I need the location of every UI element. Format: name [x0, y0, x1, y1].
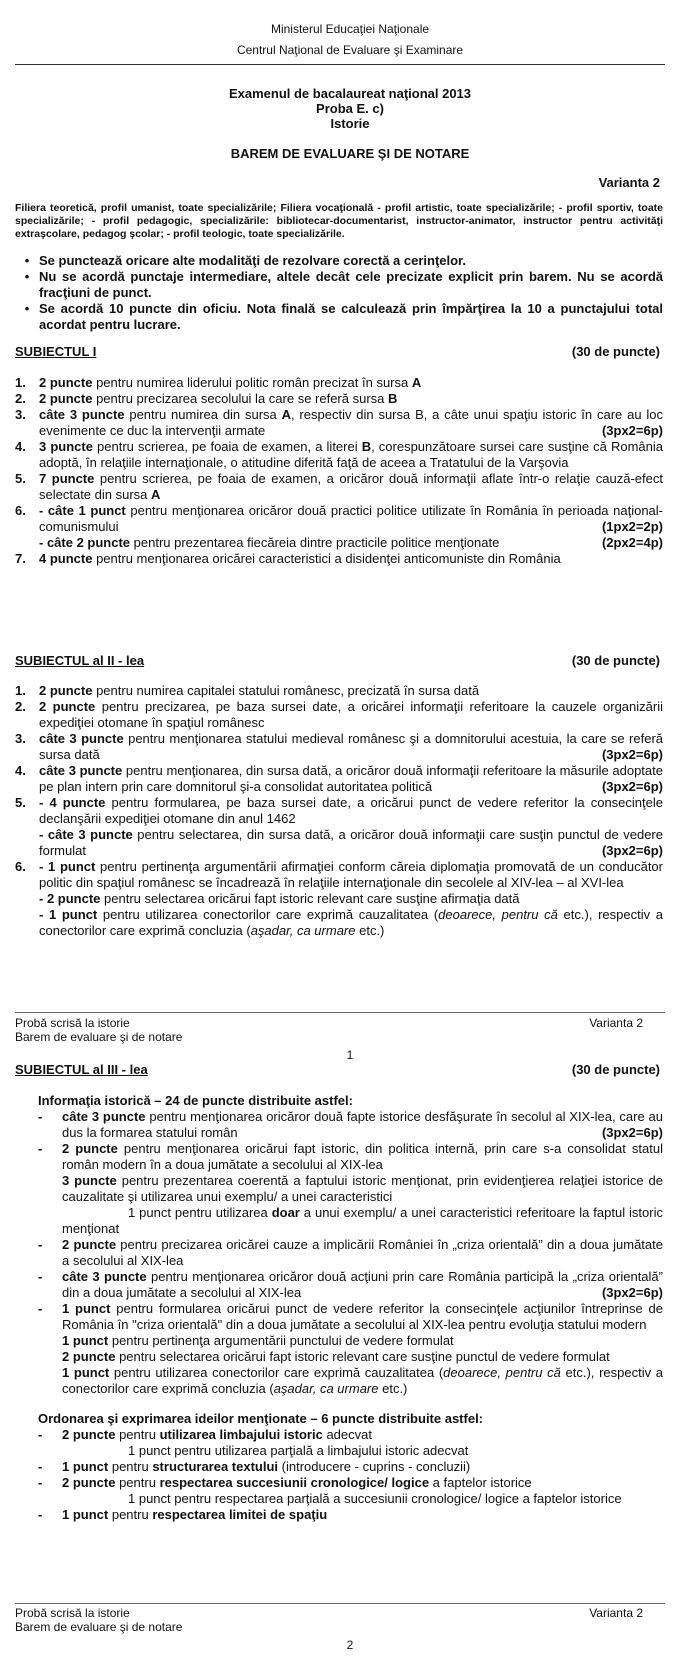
section-2-heading: SUBIECTUL al II - lea (30 de puncte)	[15, 653, 660, 668]
page-number: 2	[346, 1638, 354, 1652]
rule-item: • Nu se acordă punctaje intermediare, altele decât cele precizate explicit prin barem. Nu se acordă fracţiuni de punct.	[24, 269, 663, 300]
list-item: 2. 2 puncte pentru precizarea secolului la care se referă sursa B	[15, 391, 398, 406]
list-item: - 2 puncte pentru respectarea succesiunii cronologice/ logice a faptelor istorice	[38, 1475, 532, 1490]
list-item: - 2 puncte pentru selectarea oricărui fapt istoric relevant care susţine afirmaţia dată	[39, 891, 520, 906]
info-heading: Informaţia istorică – 24 de puncte distribuite astfel:	[38, 1093, 353, 1108]
exam-subject: Istorie	[330, 116, 370, 131]
list-item: 4. 3 puncte pentru scrierea, pe foaia de examen, a literei B, corespunzătoare sursei care susţine că România adoptă, în relaţiile internaţionale, o atitudine diferită faţă de aceea a Tratatului de la Varşovia	[15, 439, 663, 470]
footer-rule	[15, 1603, 665, 1604]
rule-item: • Se punctează oricare alte modalităţi de rezolvare corectă a cerinţelor.	[24, 253, 467, 268]
section-3-heading: SUBIECTUL al III - lea (30 de puncte)	[15, 1062, 660, 1077]
page-2-footer: Probă scrisă la istorie Barem de evaluare şi de notare Varianta 2	[15, 1606, 643, 1634]
list-item: - 1 punct pentru respectarea limitei de spaţiu	[38, 1507, 328, 1522]
list-item: - 2 puncte pentru utilizarea limbajului istoric adecvat	[38, 1427, 372, 1442]
list-item: - 1 punct pentru utilizarea conectorilor care exprimă cauzalitatea (deoarece, pentru că etc.), respectiv a conectorilor care exprimă concluzia (aşadar, ca urmare etc.)	[39, 907, 663, 938]
section-3-body	[38, 1093, 663, 1523]
variant-label: Varianta 2	[598, 175, 660, 190]
list-item: 7. 4 puncte pentru menţionarea oricărei caracteristici a disidenţei anticomuniste din România	[15, 551, 561, 566]
list-item: 5. 7 puncte pentru scrierea, pe foaia de examen, a oricăror două informaţii aflate într-o relaţie cauză-efect selectate din sursa A	[15, 471, 663, 502]
list-item: - 2 puncte pentru precizarea oricărei cauze a implicării României în „criza orientală” din a doua jumătate a secolului al XIX-lea	[38, 1237, 663, 1268]
list-item: - câte 3 puncte pentru menţionarea oricăror două fapte istorice desfăşurate în secolul al XIX-lea, care au dus la formarea statului român (3px2=6p)	[38, 1109, 663, 1140]
ministry-name: Ministerul Educaţiei Naţionale	[270, 22, 430, 36]
list-subitem: 1 punct pentru utilizarea parţială a limbajului istoric adecvat	[128, 1443, 469, 1458]
list-item: 6. - câte 1 punct pentru menţionarea oricăror două practici politice utilizate în România în perioada naţional-comunismului (1px2=2p)	[15, 503, 663, 534]
list-item: 1. 2 puncte pentru numirea capitalei statului românesc, precizată în sursa dată	[15, 683, 480, 698]
list-item: 2. 2 puncte pentru precizarea, pe baza sursei date, a oricărei informaţii referitoare la cauzele organizării expediţiei otomane în spaţiul românesc	[15, 699, 663, 730]
list-item: - 1 punct pentru structurarea textului (introducere - cuprins - concluzii)	[38, 1459, 471, 1474]
list-item: 5. - 4 puncte pentru formularea, pe baza sursei date, a oricărui punct de vedere referitor la consecinţele declanşării expediţiei otomane din anul 1462	[15, 795, 663, 826]
ord-heading: Ordonarea şi exprimarea ideilor menţionate – 6 puncte distribuite astfel:	[38, 1411, 484, 1426]
exam-title: Examenul de bacalaureat naţional 2013	[228, 86, 472, 101]
page-1-footer: Probă scrisă la istorie Barem de evaluare şi de notare Varianta 2	[15, 1016, 643, 1044]
list-item: - 1 punct pentru formularea oricărui punct de vedere referitor la consecinţele acţiunilor întreprinse de România în "criza orientală" din a doua jumătate a secolului al XIX-lea pentru evoluţia statului modern 1 punct pentru pertinenţa argumentării punctului de vedere formulat 2 puncte pentru selectarea oricărui fapt istoric relevant care susţine punctul de vedere formulat 1 punct pentru utilizarea conectorilor care exprimă cauzalitatea (deoarece, pentru că etc.), respectiv a conectorilor care exprimă concluzia (aşadar, ca urmare etc.)	[38, 1301, 663, 1396]
list-item: - câte 2 puncte pentru prezentarea fiecăreia dintre practicile politice menţionate (2px2=4p)	[39, 535, 663, 550]
list-subitem: 1 punct pentru respectarea parţială a succesiunii cronologice/ logice a faptelor istorice	[128, 1491, 622, 1506]
list-item: 3. câte 3 puncte pentru numirea din sursa A, respectiv din sursa B, a câte unui spaţiu istoric în care au loc evenimente ce duc la intervenţii armate (3px2=6p)	[15, 407, 663, 438]
header-rule	[15, 64, 665, 65]
list-item: 4. câte 3 puncte pentru menţionarea, din sursa dată, a oricăror două informaţii referitoare la măsurile adoptate pe plan intern prin care domnitorul şi-a consolidat autoritatea politică (3px2=6p)	[15, 763, 663, 794]
list-item: 6. - 1 punct pentru pertinenţa argumentării afirmaţiei conform căreia diplomaţia promovată de un conducător politic din spaţiul românesc se încadrează în relaţiile internaţionale din secolele al XIV-lea – al XVI-lea	[15, 859, 663, 890]
exam-proba: Proba E. c)	[316, 101, 384, 116]
list-item: - câte 3 puncte pentru menţionarea oricăror două acţiuni prin care România participă la „criza orientală” din a doua jumătate a secolului al XIX-lea (3px2=6p)	[38, 1269, 663, 1300]
barem-title: BAREM DE EVALUARE ŞI DE NOTARE	[230, 146, 470, 161]
rule-item: • Se acordă 10 puncte din oficiu. Nota finală se calculează prin împărţirea la 10 a punctajului total acordat pentru lucrare.	[24, 301, 663, 332]
center-name: Centrul Naţional de Evaluare şi Examinare	[236, 43, 464, 57]
section-1-heading: SUBIECTUL I (30 de puncte)	[15, 344, 660, 359]
list-item: 3. câte 3 puncte pentru menţionarea statului medieval românesc şi a domnitorului acestuia, la care se referă sursa dată (3px2=6p)	[15, 731, 663, 762]
list-item: - câte 3 puncte pentru selectarea, din sursa dată, a oricăror două informaţii care susţin punctul de vedere formulat (3px2=6p)	[39, 827, 663, 858]
section-2-items	[15, 683, 663, 939]
list-item: - 2 puncte pentru menţionarea oricărui fapt istoric, din politica internă, prin care s-a consolidat statul român modern în a doua jumătate a secolului al XIX-lea 3 puncte pentru prezentarea coerentă a faptului istoric menţionat, prin evidenţierea relaţiei istorice de cauzalitate şi utilizarea unui exemplu/ a unei caracteristici 1 punct pentru utilizarea doar a unui exemplu/ a unei caracteristici referitoare la faptul istoric menţionat	[38, 1141, 663, 1236]
list-item: 1. 2 puncte pentru numirea liderului politic român precizat în sursa A	[15, 375, 422, 390]
general-rules	[15, 253, 663, 333]
section-1-items	[15, 375, 663, 567]
page-number: 1	[346, 1048, 354, 1062]
filiera-text: Filiera teoretică, profil umanist, toate specializările; Filiera vocaţională - profil artistic, toate specializările; - profil sportiv, toate specializările; - profil pedagogic, specializările: bibliotecar-documentarist, instructor-animator, instructor pentru activităţi extraşcolare, pedagog şcolar; - profil teologic, toate specializările.	[15, 202, 663, 240]
footer-rule	[15, 1012, 665, 1013]
